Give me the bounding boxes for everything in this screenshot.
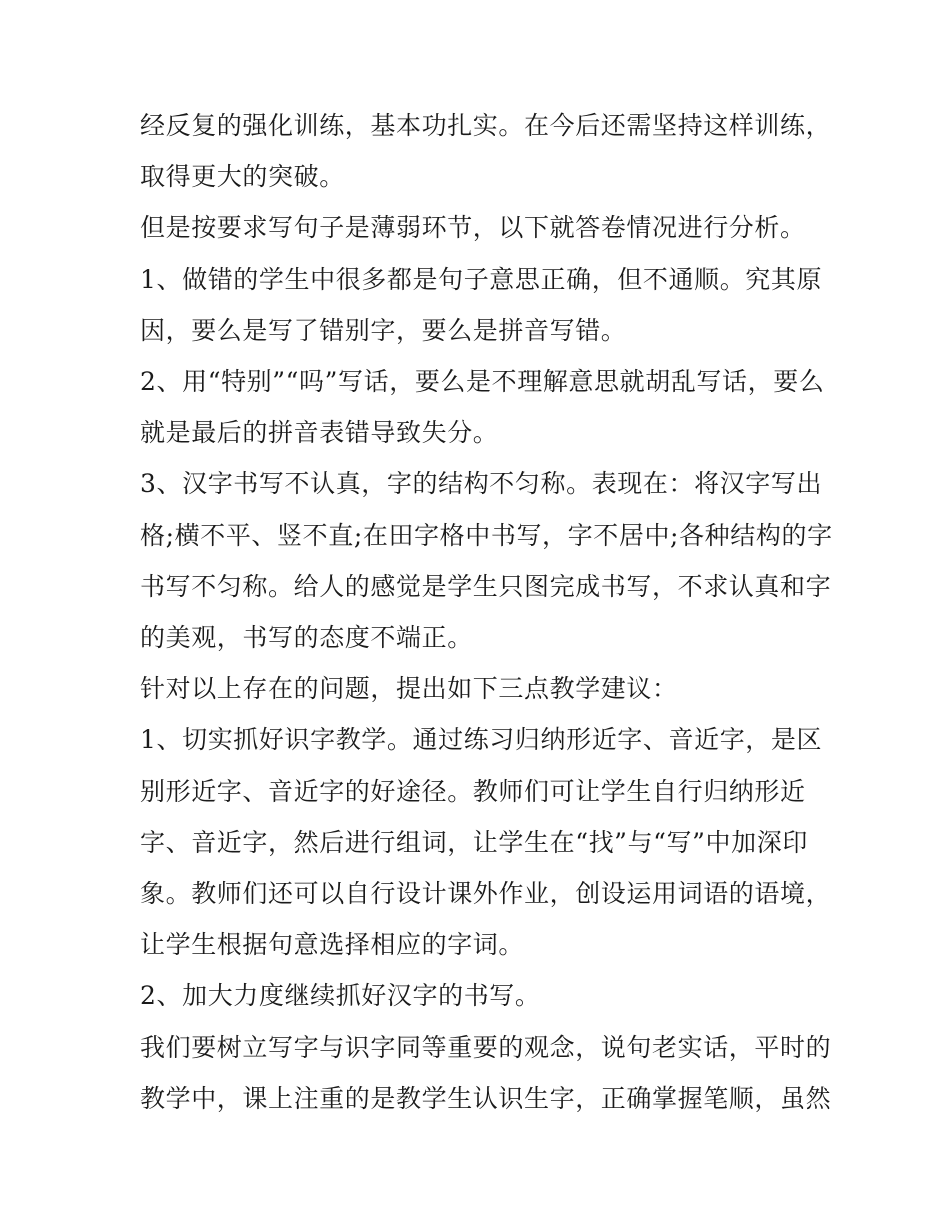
text-line: 取得更大的突破。	[140, 162, 345, 192]
text-line: 1、做错的学生中很多都是句子意思正确，但不通顺。究其原	[140, 264, 823, 294]
text-line: 的美观，书写的态度不端正。	[140, 623, 473, 653]
text-line: 2、用“特别”“吗”写话，要么是不理解意思就胡乱写话，要么	[140, 367, 825, 397]
text-line: 象。教师们还可以自行设计课外作业，创设运用词语的语境，	[140, 879, 832, 909]
text-line: 经反复的强化训练，基本功扎实。在今后还需坚持这样训练，	[140, 111, 832, 140]
text-line: 教学中，课上注重的是教学生认识生字，正确掌握笔顺，虽然	[140, 1083, 832, 1113]
text-line: 但是按要求写句子是薄弱环节，以下就答卷情况进行分析。	[140, 213, 806, 243]
text-line: 格;横不平、竖不直;在田字格中书写，字不居中;各种结构的字	[140, 520, 833, 550]
text-line: 2、加大力度继续抓好汉字的书写。	[140, 981, 541, 1011]
text-line: 字、音近字，然后进行组词，让学生在“找”与“写”中加深印	[140, 827, 808, 857]
text-line: 1、切实抓好识字教学。通过练习归纳形近字、音近字，是区	[140, 725, 823, 755]
text-line: 因，要么是写了错别字，要么是拼音写错。	[140, 315, 627, 345]
text-line: 我们要树立写字与识字同等重要的观念，说句老实话，平时的	[140, 1032, 832, 1062]
text-line: 别形近字、音近字的好途径。教师们可让学生自行归纳形近	[140, 776, 806, 806]
text-line: 书写不匀称。给人的感觉是学生只图完成书写，不求认真和字	[140, 571, 832, 601]
document-body	[140, 100, 833, 1124]
text-line: 让学生根据句意选择相应的字词。	[140, 930, 525, 960]
text-line: 针对以上存在的问题，提出如下三点教学建议：	[140, 674, 678, 704]
text-line: 就是最后的拼音表错导致失分。	[140, 418, 499, 448]
text-line: 3、汉字书写不认真，字的结构不匀称。表现在：将汉字写出	[140, 469, 823, 499]
